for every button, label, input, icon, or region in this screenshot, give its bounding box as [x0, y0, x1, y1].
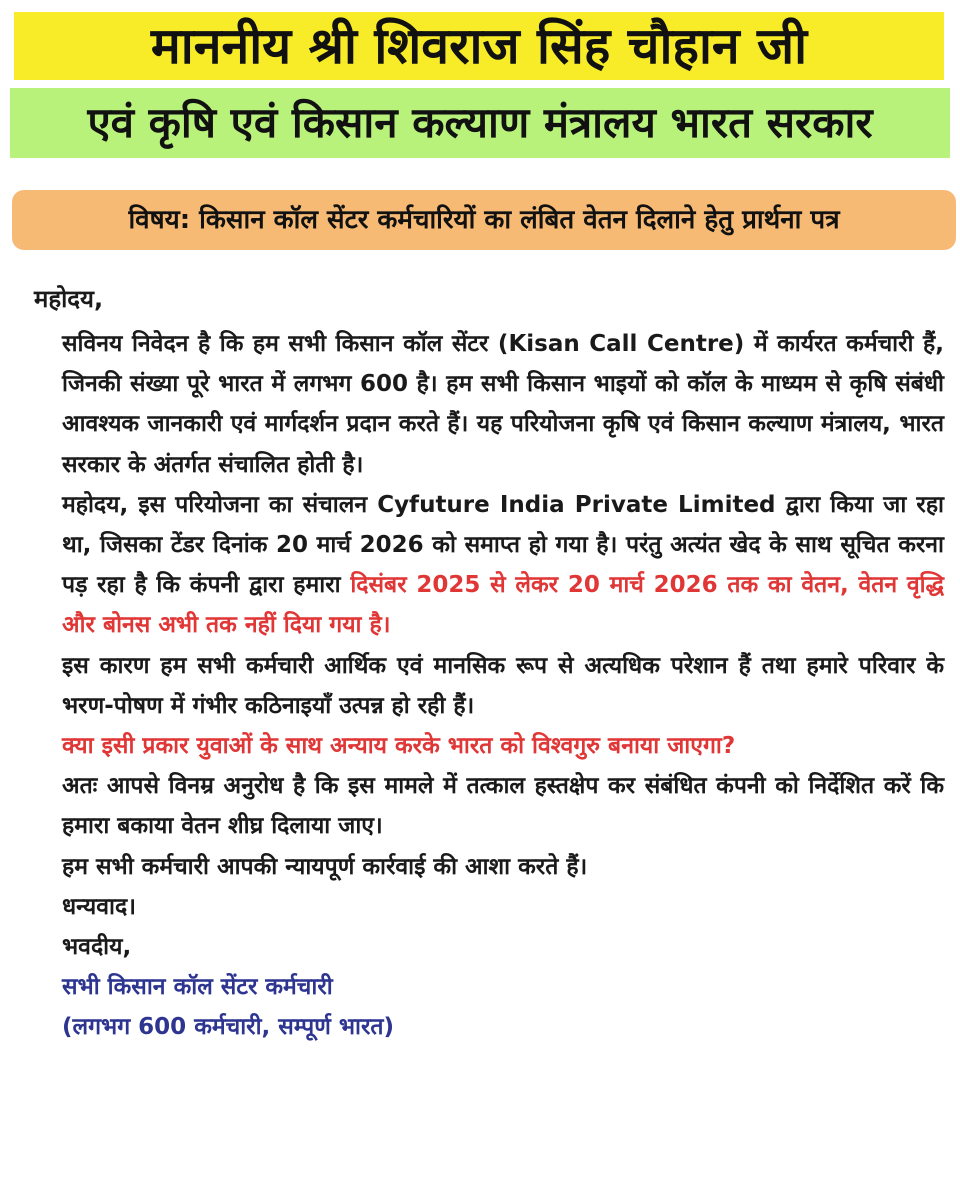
- paragraph-3: इस कारण हम सभी कर्मचारी आर्थिक एवं मानसिक रूप से अत्यधिक परेशान हैं तथा हमारे परिवार के भरण-पोषण में गंभीर कठिनाइयाँ उत्पन्न हो रही हैं।: [62, 652, 944, 719]
- paragraph-1: सविनय निवेदन है कि हम सभी किसान कॉल सेंटर (Kisan Call Centre) में कार्यरत कर्मचारी हैं, जिनकी संख्या पूरे भारत में लगभग 600 है। हम सभी किसान भाइयों को कॉल के माध्यम से कृषि संबंधी आवश्यक जानकारी एवं मार्गदर्शन प्रदान करते हैं। यह परियोजना कृषि एवं किसान कल्याण मंत्रालय, भारत सरकार के अंतर्गत संचालित होती है।: [62, 331, 944, 478]
- signature-line-2: (लगभग 600 कर्मचारी, सम्पूर्ण भारत): [62, 1014, 395, 1041]
- signature-line-1: सभी किसान कॉल सेंटर कर्मचारी: [62, 974, 333, 1001]
- paragraph-5: अतः आपसे विनम्र अनुरोध है कि इस मामले में तत्काल हस्तक्षेप कर संबंधित कंपनी को निर्देशित करें कि हमारा बकाया वेतन शीघ्र दिलाया जाए।: [62, 773, 944, 840]
- paragraph-2-text: महोदय, इस परियोजना का संचालन Cyfuture India Private Limited द्वारा किया जा रहा था, जिसका टेंडर दिनांक 20 मार्च 2026 को समाप्त हो गया है। परंतु अत्यंत खेद के साथ सूचित करना पड़ रहा है कि कंपनी द्वारा हमारा: [62, 491, 944, 599]
- title-line-2: एवं कृषि एवं किसान कल्याण मंत्रालय भारत सरकार: [10, 88, 950, 158]
- paragraph-4-highlight: क्या इसी प्रकार युवाओं के साथ अन्याय करके भारत को विश्वगुरु बनाया जाएगा?: [62, 733, 736, 760]
- letter-body: [62, 324, 944, 1048]
- paragraph-6: हम सभी कर्मचारी आपकी न्यायपूर्ण कार्रवाई की आशा करते हैं।: [62, 853, 588, 880]
- closing-line: भवदीय,: [62, 934, 132, 961]
- subject-bar: विषय: किसान कॉल सेंटर कर्मचारियों का लंबित वेतन दिलाने हेतु प्रार्थना पत्र: [12, 190, 956, 250]
- thanks-line: धन्यवाद।: [62, 893, 136, 920]
- paragraph-2-highlight: दिसंबर 2025 से लेकर 20 मार्च 2026 तक का वेतन, वेतन वृद्धि और बोनस अभी तक नहीं दिया गया है।: [62, 572, 945, 639]
- salutation: महोदय,: [34, 285, 104, 313]
- title-line-1: माननीय श्री शिवराज सिंह चौहान जी: [14, 12, 944, 80]
- paragraph-2: [62, 485, 944, 646]
